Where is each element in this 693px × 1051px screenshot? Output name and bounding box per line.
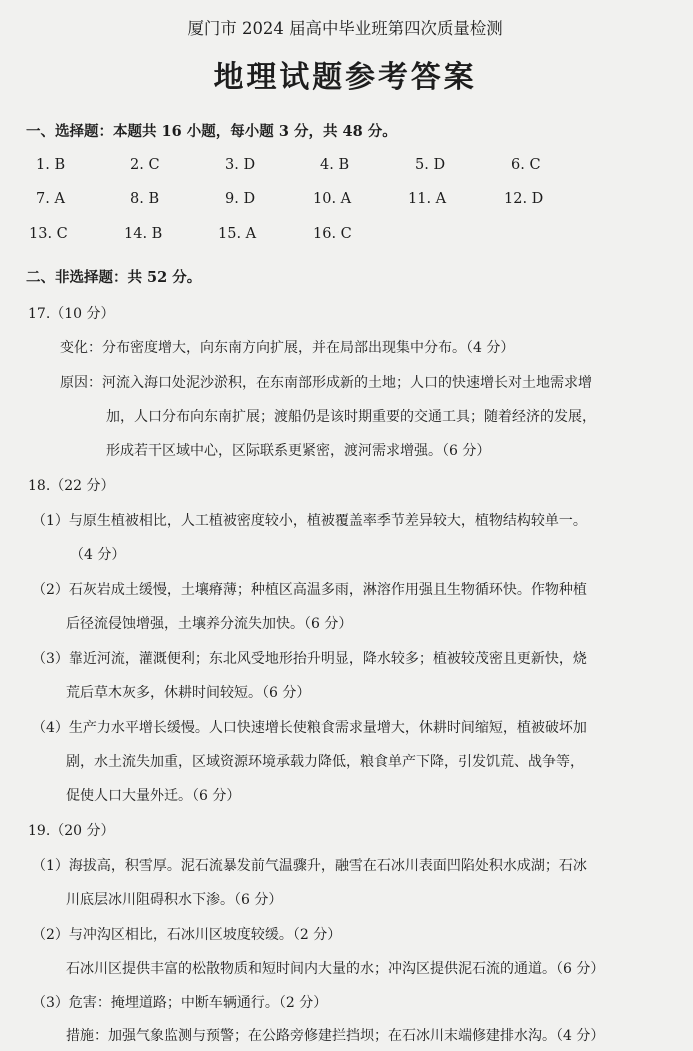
- page-title: 地理试题参考答案: [213, 60, 477, 95]
- choice-answer: 12. D: [504, 191, 544, 207]
- choice-answer: 9. D: [225, 191, 256, 207]
- q18-line: （3）靠近河流，灌溉便利；东北风受地形抬升明显，降水较多；植被较茂密且更新快，烧: [32, 651, 587, 667]
- choice-answer: 10. A: [313, 191, 352, 207]
- choice-answer: 3. D: [225, 157, 256, 173]
- choice-answer: 14. B: [124, 226, 163, 242]
- section1-heading: 一、选择题：本题共 16 小题，每小题 3 分，共 48 分。: [26, 123, 397, 140]
- choice-answer: 6. C: [511, 157, 541, 173]
- q18-line: 剧，水土流失加重，区域资源环境承载力降低，粮食单产下降，引发饥荒、战争等，: [66, 754, 584, 770]
- choice-answer: 11. A: [408, 191, 447, 207]
- choice-answer: 1. B: [36, 157, 66, 173]
- section2-heading: 二、非选择题：共 52 分。: [26, 269, 202, 286]
- q18-line: 促使人口大量外迁。（6 分）: [66, 788, 241, 804]
- q17-line: 原因：河流入海口处泥沙淤积，在东南部形成新的土地；人口的快速增长对土地需求增: [60, 375, 592, 391]
- q18-label: 18.（22 分）: [28, 478, 115, 494]
- choice-answer: 2. C: [130, 157, 160, 173]
- q17-line: 加，人口分布向东南扩展；渡船仍是该时期重要的交通工具；随着经济的发展，: [106, 409, 596, 425]
- q19-line: （1）海拔高，积雪厚。泥石流暴发前气温骤升，融雪在石冰川表面凹陷处积水成湖；石冰: [32, 858, 587, 874]
- q19-line: 措施：加强气象监测与预警；在公路旁修建拦挡坝；在石冰川末端修建排水沟。（4 分）: [66, 1028, 605, 1044]
- q18-line: （1）与原生植被相比，人工植被密度较小，植被覆盖率季节差异较大，植物结构较单一。: [32, 513, 587, 529]
- q18-line: （4）生产力水平增长缓慢。人口快速增长使粮食需求量增大，休耕时间缩短，植被破坏加: [32, 720, 587, 736]
- q18-line: （2）石灰岩成土缓慢，土壤瘠薄；种植区高温多雨，淋溶作用强且生物循环快。作物种植: [32, 582, 587, 598]
- q18-line: （4 分）: [70, 547, 126, 563]
- choice-answer: 7. A: [36, 191, 65, 207]
- q19-label: 19.（20 分）: [28, 823, 115, 839]
- q19-line: （3）危害：掩埋道路；中断车辆通行。（2 分）: [32, 995, 328, 1011]
- choice-answer: 13. C: [29, 226, 68, 242]
- exam-subtitle: 厦门市 2024 届高中毕业班第四次质量检测: [187, 19, 503, 38]
- choice-answer: 4. B: [320, 157, 350, 173]
- q18-line: 荒后草木灰多，休耕时间较短。（6 分）: [66, 685, 311, 701]
- q19-line: 石冰川区提供丰富的松散物质和短时间内大量的水；冲沟区提供泥石流的通道。（6 分）: [66, 961, 605, 977]
- choice-answer: 8. B: [130, 191, 160, 207]
- q17-line: 形成若干区域中心，区际联系更紧密，渡河需求增强。（6 分）: [106, 443, 491, 459]
- q18-line: 后径流侵蚀增强，土壤养分流失加快。（6 分）: [66, 616, 353, 632]
- choice-answer: 5. D: [415, 157, 446, 173]
- q19-line: 川底层冰川阻碍积水下渗。（6 分）: [66, 892, 283, 908]
- q17-label: 17.（10 分）: [28, 306, 115, 322]
- q19-line: （2）与冲沟区相比，石冰川区坡度较缓。（2 分）: [32, 927, 342, 943]
- choice-answer: 15. A: [218, 226, 257, 242]
- choice-answer: 16. C: [313, 226, 352, 242]
- q17-line: 变化：分布密度增大，向东南方向扩展，并在局部出现集中分布。（4 分）: [60, 340, 515, 356]
